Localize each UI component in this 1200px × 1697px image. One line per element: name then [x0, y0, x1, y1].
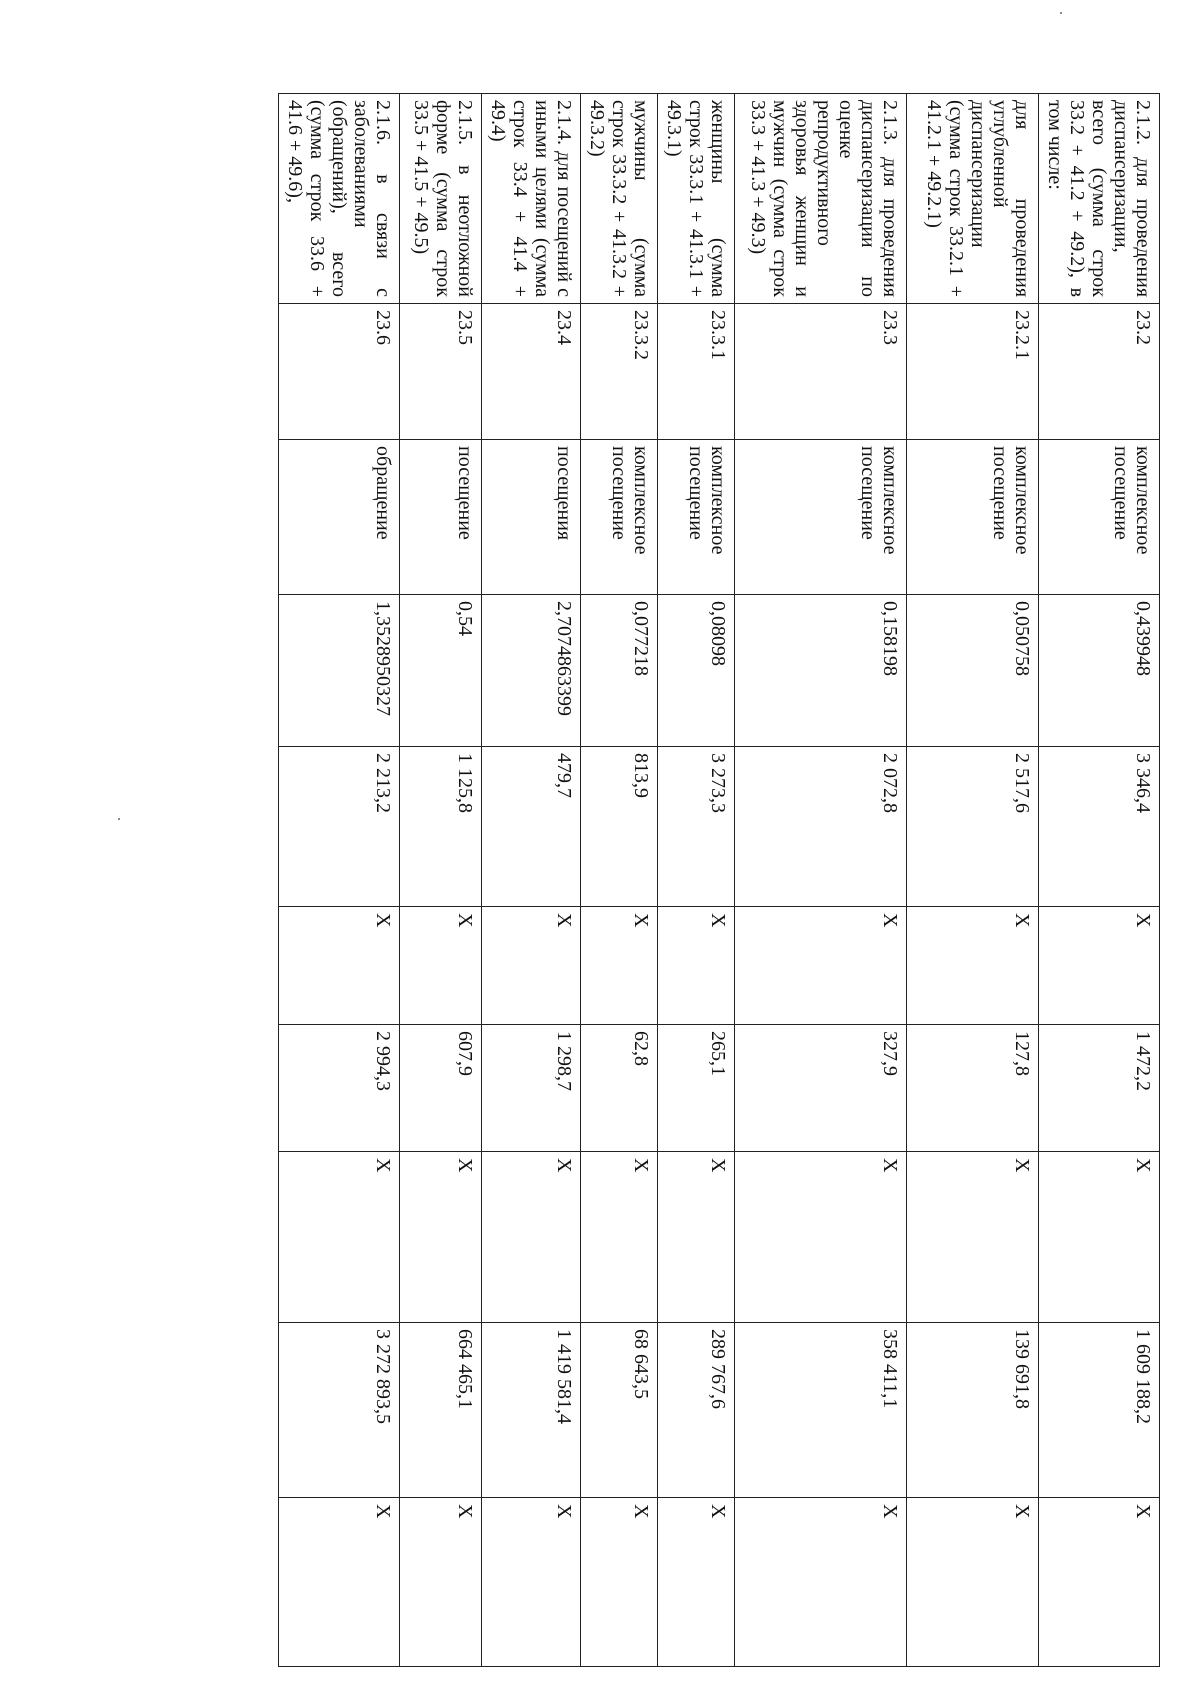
column-8-cell: X — [400, 1152, 482, 1323]
column-10-cell: X — [400, 1498, 482, 1667]
row-description: 2.1.2. для проведения диспансеризации, всего (сумма строк 33.2 + 41.2 + 49.2), в том числе: — [1039, 94, 1160, 304]
table-row — [907, 94, 1039, 1667]
column-6-cell: X — [1039, 907, 1160, 1025]
column-10-cell: X — [907, 1498, 1039, 1667]
row-number: 23.6 — [279, 304, 400, 440]
column-8-cell: X — [279, 1152, 400, 1323]
tariff-table — [278, 93, 1160, 1667]
unit-of-measure: посещения — [482, 440, 581, 595]
unit-of-measure: обращение — [279, 440, 400, 595]
column-9-cell: 68 643,5 — [581, 1323, 658, 1498]
column-10-cell: X — [279, 1498, 400, 1667]
volume-norm: 0,54 — [400, 595, 482, 747]
column-8-cell: X — [1039, 1152, 1160, 1323]
column-7-cell: 62,8 — [581, 1025, 658, 1152]
volume-norm: 0,077218 — [581, 595, 658, 747]
column-9-cell: 1 419 581,4 — [482, 1323, 581, 1498]
unit-of-measure: посещение — [400, 440, 482, 595]
column-10-cell: X — [581, 1498, 658, 1667]
column-8-cell: X — [482, 1152, 581, 1323]
table-row — [1039, 94, 1160, 1667]
volume-norm: 0,050758 — [907, 595, 1039, 747]
volume-norm: 1,3528950327 — [279, 595, 400, 747]
unit-of-measure: комплексное посещение — [581, 440, 658, 595]
column-8-cell: X — [907, 1152, 1039, 1323]
rotated-content — [24, 0, 1200, 1697]
column-7-cell: 1 472,2 — [1039, 1025, 1160, 1152]
column-8-cell: X — [735, 1152, 907, 1323]
column-7-cell: 1 298,7 — [482, 1025, 581, 1152]
column-6-cell: X — [279, 907, 400, 1025]
column-9-cell: 139 691,8 — [907, 1323, 1039, 1498]
cost-per-unit: 1 125,8 — [400, 747, 482, 907]
table-row — [658, 94, 735, 1667]
row-description: 2.1.5. в неотложной форме (сумма строк 33.5 + 41.5 + 49.5) — [400, 94, 482, 304]
column-7-cell: 265,1 — [658, 1025, 735, 1152]
cost-per-unit: 2 517,6 — [907, 747, 1039, 907]
column-9-cell: 3 272 893,5 — [279, 1323, 400, 1498]
column-9-cell: 289 767,6 — [658, 1323, 735, 1498]
row-number: 23.3.2 — [581, 304, 658, 440]
cost-per-unit: 3 346,4 — [1039, 747, 1160, 907]
column-7-cell: 127,8 — [907, 1025, 1039, 1152]
table-row — [279, 94, 400, 1667]
cost-per-unit: 813,9 — [581, 747, 658, 907]
table-row — [482, 94, 581, 1667]
column-9-cell: 664 465,1 — [400, 1323, 482, 1498]
column-10-cell: X — [1039, 1498, 1160, 1667]
column-7-cell: 607,9 — [400, 1025, 482, 1152]
column-7-cell: 2 994,3 — [279, 1025, 400, 1152]
unit-of-measure: комплексное посещение — [1039, 440, 1160, 595]
volume-norm: 0,439948 — [1039, 595, 1160, 747]
column-9-cell: 1 609 188,2 — [1039, 1323, 1160, 1498]
row-description: 2.1.3. для проведения диспансеризации по оценке репродуктивного здоровья женщин и мужчин (сумма строк 33.3 + 41.3 + 49.3) — [735, 94, 907, 304]
column-7-cell: 327,9 — [735, 1025, 907, 1152]
column-8-cell: X — [581, 1152, 658, 1323]
column-10-cell: X — [482, 1498, 581, 1667]
row-number: 23.2.1 — [907, 304, 1039, 440]
column-6-cell: X — [581, 907, 658, 1025]
column-10-cell: X — [735, 1498, 907, 1667]
cost-per-unit: 3 273,3 — [658, 747, 735, 907]
row-number: 23.5 — [400, 304, 482, 440]
unit-of-measure: комплексное посещение — [907, 440, 1039, 595]
row-number: 23.3.1 — [658, 304, 735, 440]
row-description: женщины (сумма строк 33.3.1 + 41.3.1 + 49.3.1) — [658, 94, 735, 304]
volume-norm: 2,7074863399 — [482, 595, 581, 747]
cost-per-unit: 2 213,2 — [279, 747, 400, 907]
column-6-cell: X — [907, 907, 1039, 1025]
table-row — [581, 94, 658, 1667]
column-9-cell: 358 411,1 — [735, 1323, 907, 1498]
column-6-cell: X — [735, 907, 907, 1025]
row-description: мужчины (сумма строк 33.3.2 + 41.3.2 + 49.3.2) — [581, 94, 658, 304]
row-number: 23.4 — [482, 304, 581, 440]
row-number: 23.2 — [1039, 304, 1160, 440]
row-description: 2.1.4. для посещений с иными целями (сумма строк 33.4 + 41.4 + 49.4) — [482, 94, 581, 304]
row-description: для проведения углубленной диспансеризации (сумма строк 33.2.1 + 41.2.1 + 49.2.1) — [907, 94, 1039, 304]
unit-of-measure: комплексное посещение — [735, 440, 907, 595]
table-row — [400, 94, 482, 1667]
table-row — [735, 94, 907, 1667]
column-6-cell: X — [482, 907, 581, 1025]
table-body — [279, 94, 1160, 1667]
cost-per-unit: 479,7 — [482, 747, 581, 907]
volume-norm: 0,158198 — [735, 595, 907, 747]
column-10-cell: X — [658, 1498, 735, 1667]
cost-per-unit: 2 072,8 — [735, 747, 907, 907]
row-number: 23.3 — [735, 304, 907, 440]
column-8-cell: X — [658, 1152, 735, 1323]
column-6-cell: X — [400, 907, 482, 1025]
volume-norm: 0,08098 — [658, 595, 735, 747]
unit-of-measure: комплексное посещение — [658, 440, 735, 595]
column-6-cell: X — [658, 907, 735, 1025]
row-description: 2.1.6. в связи с заболеваниями (обращений), всего (сумма строк 33.6 + 41.6 + 49.6), — [279, 94, 400, 304]
